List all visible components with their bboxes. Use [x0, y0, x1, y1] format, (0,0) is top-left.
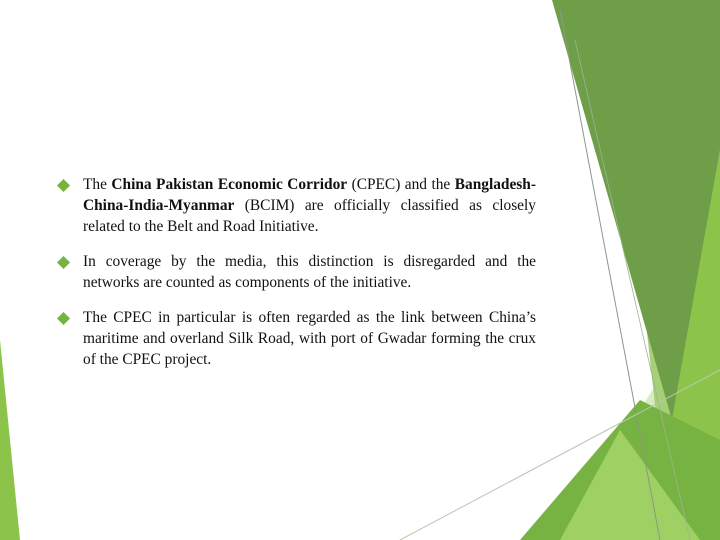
bullet-text: [83, 251, 536, 293]
diamond-bullet-icon: [56, 311, 71, 326]
left-edge-shape: [0, 340, 20, 540]
bullet-text: [83, 307, 536, 370]
bullet-item: [56, 307, 536, 370]
text-segment: (CPEC) and the: [347, 176, 455, 193]
text-segment: The CPEC in particular is often regarded as the link between China’s maritime and overland Silk Road, with port of Gwadar forming the crux of the CPEC project.: [83, 309, 536, 368]
text-segment: The: [83, 176, 112, 193]
text-segment: In coverage by the media, this distinction is disregarded and the networks are counted as components of the initiative.: [83, 253, 536, 291]
bullet-item: [56, 174, 536, 237]
diamond-bullet-icon: [56, 178, 71, 193]
bold-term: Bangladesh-China-India-Myanmar: [83, 176, 536, 214]
diamond-bullet-icon: [56, 255, 71, 270]
bullet-item: [56, 251, 536, 293]
bullet-list: [56, 174, 536, 384]
text-segment: (BCIM) are officially classified as closely related to the Belt and Road Initiative.: [83, 197, 536, 235]
bold-term: China Pakistan Economic Corridor: [111, 176, 348, 193]
bullet-text: [83, 174, 536, 237]
